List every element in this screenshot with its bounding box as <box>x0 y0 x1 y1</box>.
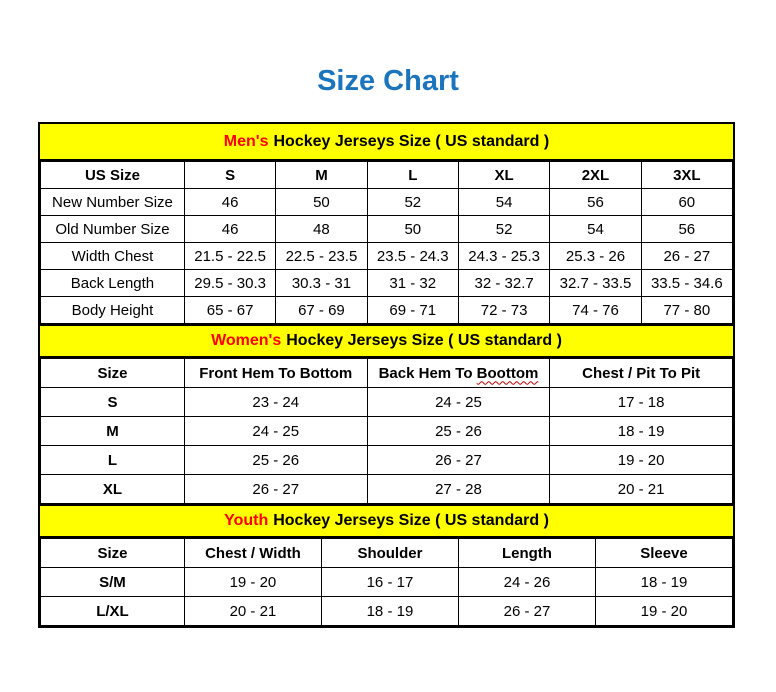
cell: 19 - 20 <box>184 568 321 597</box>
cell: 31 - 32 <box>367 270 458 297</box>
cell: 26 - 27 <box>367 446 550 475</box>
column-header-text: Back Hem To <box>378 364 473 382</box>
column-header: Front Hem To Bottom <box>184 359 367 388</box>
youth-header-row <box>41 539 733 568</box>
column-header: M <box>276 162 367 189</box>
mens-banner-accent: Men's <box>223 132 269 150</box>
size-chart-tables <box>38 122 735 628</box>
cell: 25.3 - 26 <box>550 243 641 270</box>
mens-header-row <box>41 162 733 189</box>
row-label: Width Chest <box>41 243 185 270</box>
cell: 19 - 20 <box>550 446 733 475</box>
column-header: Chest / Pit To Pit <box>550 359 733 388</box>
cell: 23.5 - 24.3 <box>367 243 458 270</box>
column-header: 2XL <box>550 162 641 189</box>
cell: 20 - 21 <box>550 475 733 504</box>
column-header: L <box>367 162 458 189</box>
cell: 18 - 19 <box>550 417 733 446</box>
column-header: S <box>184 162 275 189</box>
cell: 32 - 32.7 <box>458 270 549 297</box>
youth-size-table <box>40 538 733 626</box>
cell: 26 - 27 <box>184 475 367 504</box>
womens-section <box>40 324 733 504</box>
column-header: XL <box>458 162 549 189</box>
column-header: Size <box>41 359 185 388</box>
row-label: Body Height <box>41 297 185 324</box>
cell: 24 - 26 <box>458 568 595 597</box>
cell: 22.5 - 23.5 <box>276 243 367 270</box>
cell: 69 - 71 <box>367 297 458 324</box>
column-header <box>367 359 550 388</box>
row-label: M <box>41 417 185 446</box>
row-label: Back Length <box>41 270 185 297</box>
table-row <box>41 446 733 475</box>
cell: 60 <box>641 189 732 216</box>
column-header: Shoulder <box>321 539 458 568</box>
table-row <box>41 568 733 597</box>
cell: 24 - 25 <box>367 388 550 417</box>
mens-section <box>40 124 733 324</box>
cell: 21.5 - 22.5 <box>184 243 275 270</box>
table-row <box>41 475 733 504</box>
cell: 52 <box>458 216 549 243</box>
column-header: US Size <box>41 162 185 189</box>
cell: 25 - 26 <box>367 417 550 446</box>
cell: 24.3 - 25.3 <box>458 243 549 270</box>
cell: 23 - 24 <box>184 388 367 417</box>
cell: 26 - 27 <box>458 597 595 626</box>
row-label: S/M <box>41 568 185 597</box>
row-label: S <box>41 388 185 417</box>
cell: 46 <box>184 189 275 216</box>
table-row <box>41 216 733 243</box>
womens-banner-text: Hockey Jerseys Size ( US standard ) <box>286 332 562 349</box>
row-label: L <box>41 446 185 475</box>
womens-banner-accent: Women's <box>211 332 282 349</box>
table-row <box>41 297 733 324</box>
row-label: New Number Size <box>41 189 185 216</box>
cell: 77 - 80 <box>641 297 732 324</box>
cell: 48 <box>276 216 367 243</box>
cell: 65 - 67 <box>184 297 275 324</box>
cell: 74 - 76 <box>550 297 641 324</box>
cell: 67 - 69 <box>276 297 367 324</box>
column-header: Chest / Width <box>184 539 321 568</box>
cell: 72 - 73 <box>458 297 549 324</box>
cell: 27 - 28 <box>367 475 550 504</box>
cell: 19 - 20 <box>595 597 732 626</box>
mens-banner <box>40 124 733 161</box>
cell: 24 - 25 <box>184 417 367 446</box>
column-header: Size <box>41 539 185 568</box>
table-row <box>41 417 733 446</box>
cell: 56 <box>550 189 641 216</box>
cell: 30.3 - 31 <box>276 270 367 297</box>
cell: 20 - 21 <box>184 597 321 626</box>
youth-banner <box>40 504 733 538</box>
cell: 29.5 - 30.3 <box>184 270 275 297</box>
cell: 16 - 17 <box>321 568 458 597</box>
cell: 50 <box>367 216 458 243</box>
page-title: Size Chart <box>317 65 459 97</box>
table-row <box>41 270 733 297</box>
youth-banner-accent: Youth <box>224 512 269 529</box>
womens-size-table <box>40 358 733 504</box>
cell: 56 <box>641 216 732 243</box>
womens-header-row <box>41 359 733 388</box>
misspelled-word: Boottom <box>476 364 539 382</box>
womens-banner <box>40 324 733 358</box>
row-label: XL <box>41 475 185 504</box>
column-header: 3XL <box>641 162 732 189</box>
row-label: Old Number Size <box>41 216 185 243</box>
cell: 54 <box>550 216 641 243</box>
table-row <box>41 597 733 626</box>
cell: 17 - 18 <box>550 388 733 417</box>
youth-banner-text: Hockey Jerseys Size ( US standard ) <box>273 512 549 529</box>
cell: 26 - 27 <box>641 243 732 270</box>
mens-size-table <box>40 161 733 324</box>
cell: 46 <box>184 216 275 243</box>
cell: 52 <box>367 189 458 216</box>
cell: 32.7 - 33.5 <box>550 270 641 297</box>
cell: 18 - 19 <box>595 568 732 597</box>
mens-banner-text: Hockey Jerseys Size ( US standard ) <box>273 132 550 150</box>
table-row <box>41 243 733 270</box>
cell: 50 <box>276 189 367 216</box>
table-row <box>41 189 733 216</box>
column-header: Sleeve <box>595 539 732 568</box>
table-row <box>41 388 733 417</box>
youth-section <box>40 504 733 626</box>
column-header: Length <box>458 539 595 568</box>
cell: 25 - 26 <box>184 446 367 475</box>
cell: 18 - 19 <box>321 597 458 626</box>
cell: 33.5 - 34.6 <box>641 270 732 297</box>
cell: 54 <box>458 189 549 216</box>
row-label: L/XL <box>41 597 185 626</box>
